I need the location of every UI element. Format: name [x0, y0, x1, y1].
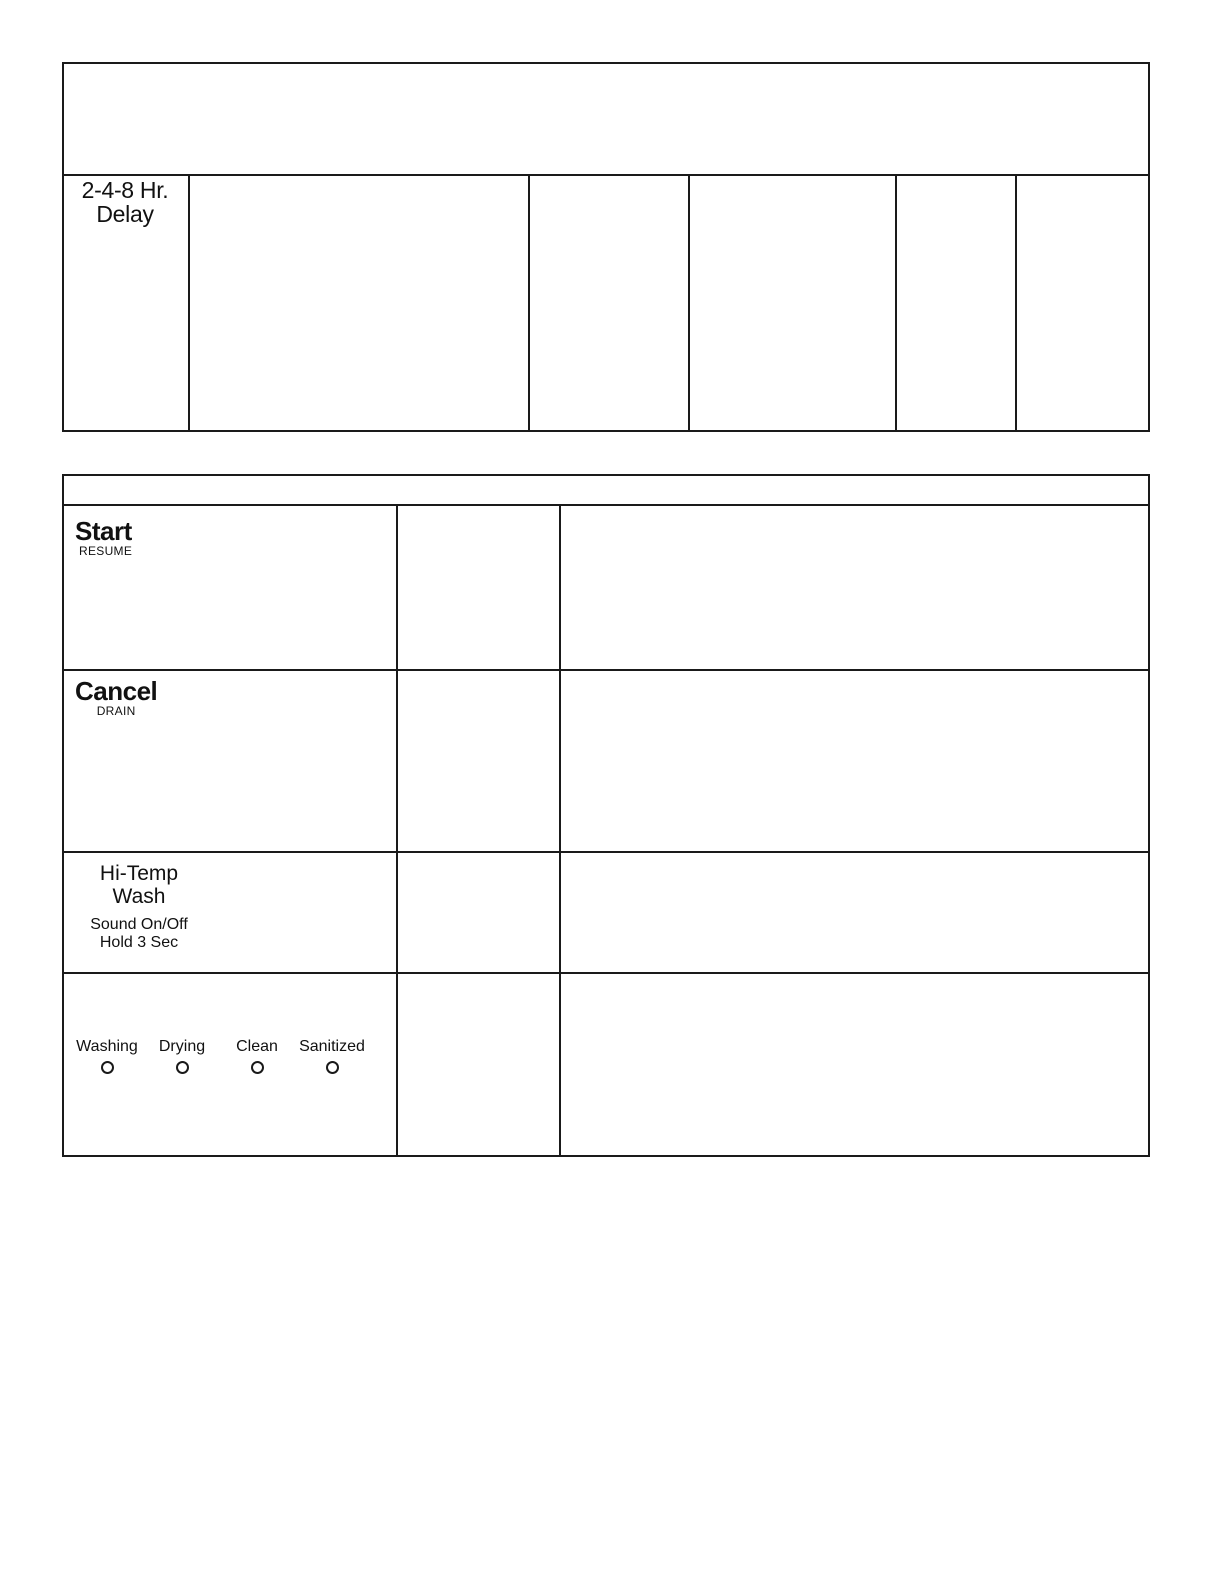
table-divider — [64, 972, 1148, 974]
delay-row-label-cell — [64, 176, 188, 430]
hi-temp-sub-line2: Hold 3 Sec — [99, 934, 179, 951]
table-divider — [1015, 174, 1017, 430]
hi-temp-sub-line1: Sound On/Off — [90, 916, 188, 933]
table-divider — [64, 669, 1148, 671]
table-divider — [895, 174, 897, 430]
indicator-light-icon — [251, 1061, 264, 1074]
start-button-label — [75, 518, 132, 558]
cancel-title: Cancel — [75, 676, 158, 706]
indicator-light-icon — [326, 1061, 339, 1074]
status-light-washing — [67, 1038, 147, 1074]
hi-temp-title-line2: Wash — [112, 885, 166, 908]
table-divider — [188, 174, 190, 430]
delay-table — [62, 62, 1150, 432]
controls-table — [62, 474, 1150, 1157]
delay-label-line1: 2-4-8 Hr. — [81, 177, 169, 203]
table-divider — [64, 504, 1148, 506]
hi-temp-title-line1: Hi-Temp — [99, 862, 179, 885]
status-light-drying — [142, 1038, 222, 1074]
status-label: Washing — [76, 1038, 138, 1055]
indicator-light-icon — [176, 1061, 189, 1074]
hi-temp-button-label — [74, 862, 204, 952]
status-lights — [74, 1038, 384, 1088]
table-divider — [559, 504, 561, 1155]
cancel-button-label — [75, 678, 157, 718]
table-divider — [64, 851, 1148, 853]
table-divider — [396, 504, 398, 1155]
delay-label-line2: Delay — [96, 201, 154, 227]
table-divider — [688, 174, 690, 430]
status-label: Sanitized — [299, 1038, 365, 1055]
cancel-subtitle: DRAIN — [96, 704, 136, 718]
status-light-sanitized — [292, 1038, 372, 1074]
start-subtitle: RESUME — [79, 544, 133, 558]
status-light-clean — [217, 1038, 297, 1074]
start-title: Start — [75, 516, 132, 546]
delay-button-label — [70, 178, 180, 226]
status-label: Drying — [158, 1038, 206, 1055]
table-divider — [64, 174, 1148, 176]
indicator-light-icon — [101, 1061, 114, 1074]
status-label: Clean — [236, 1038, 278, 1055]
table-divider — [528, 174, 530, 430]
